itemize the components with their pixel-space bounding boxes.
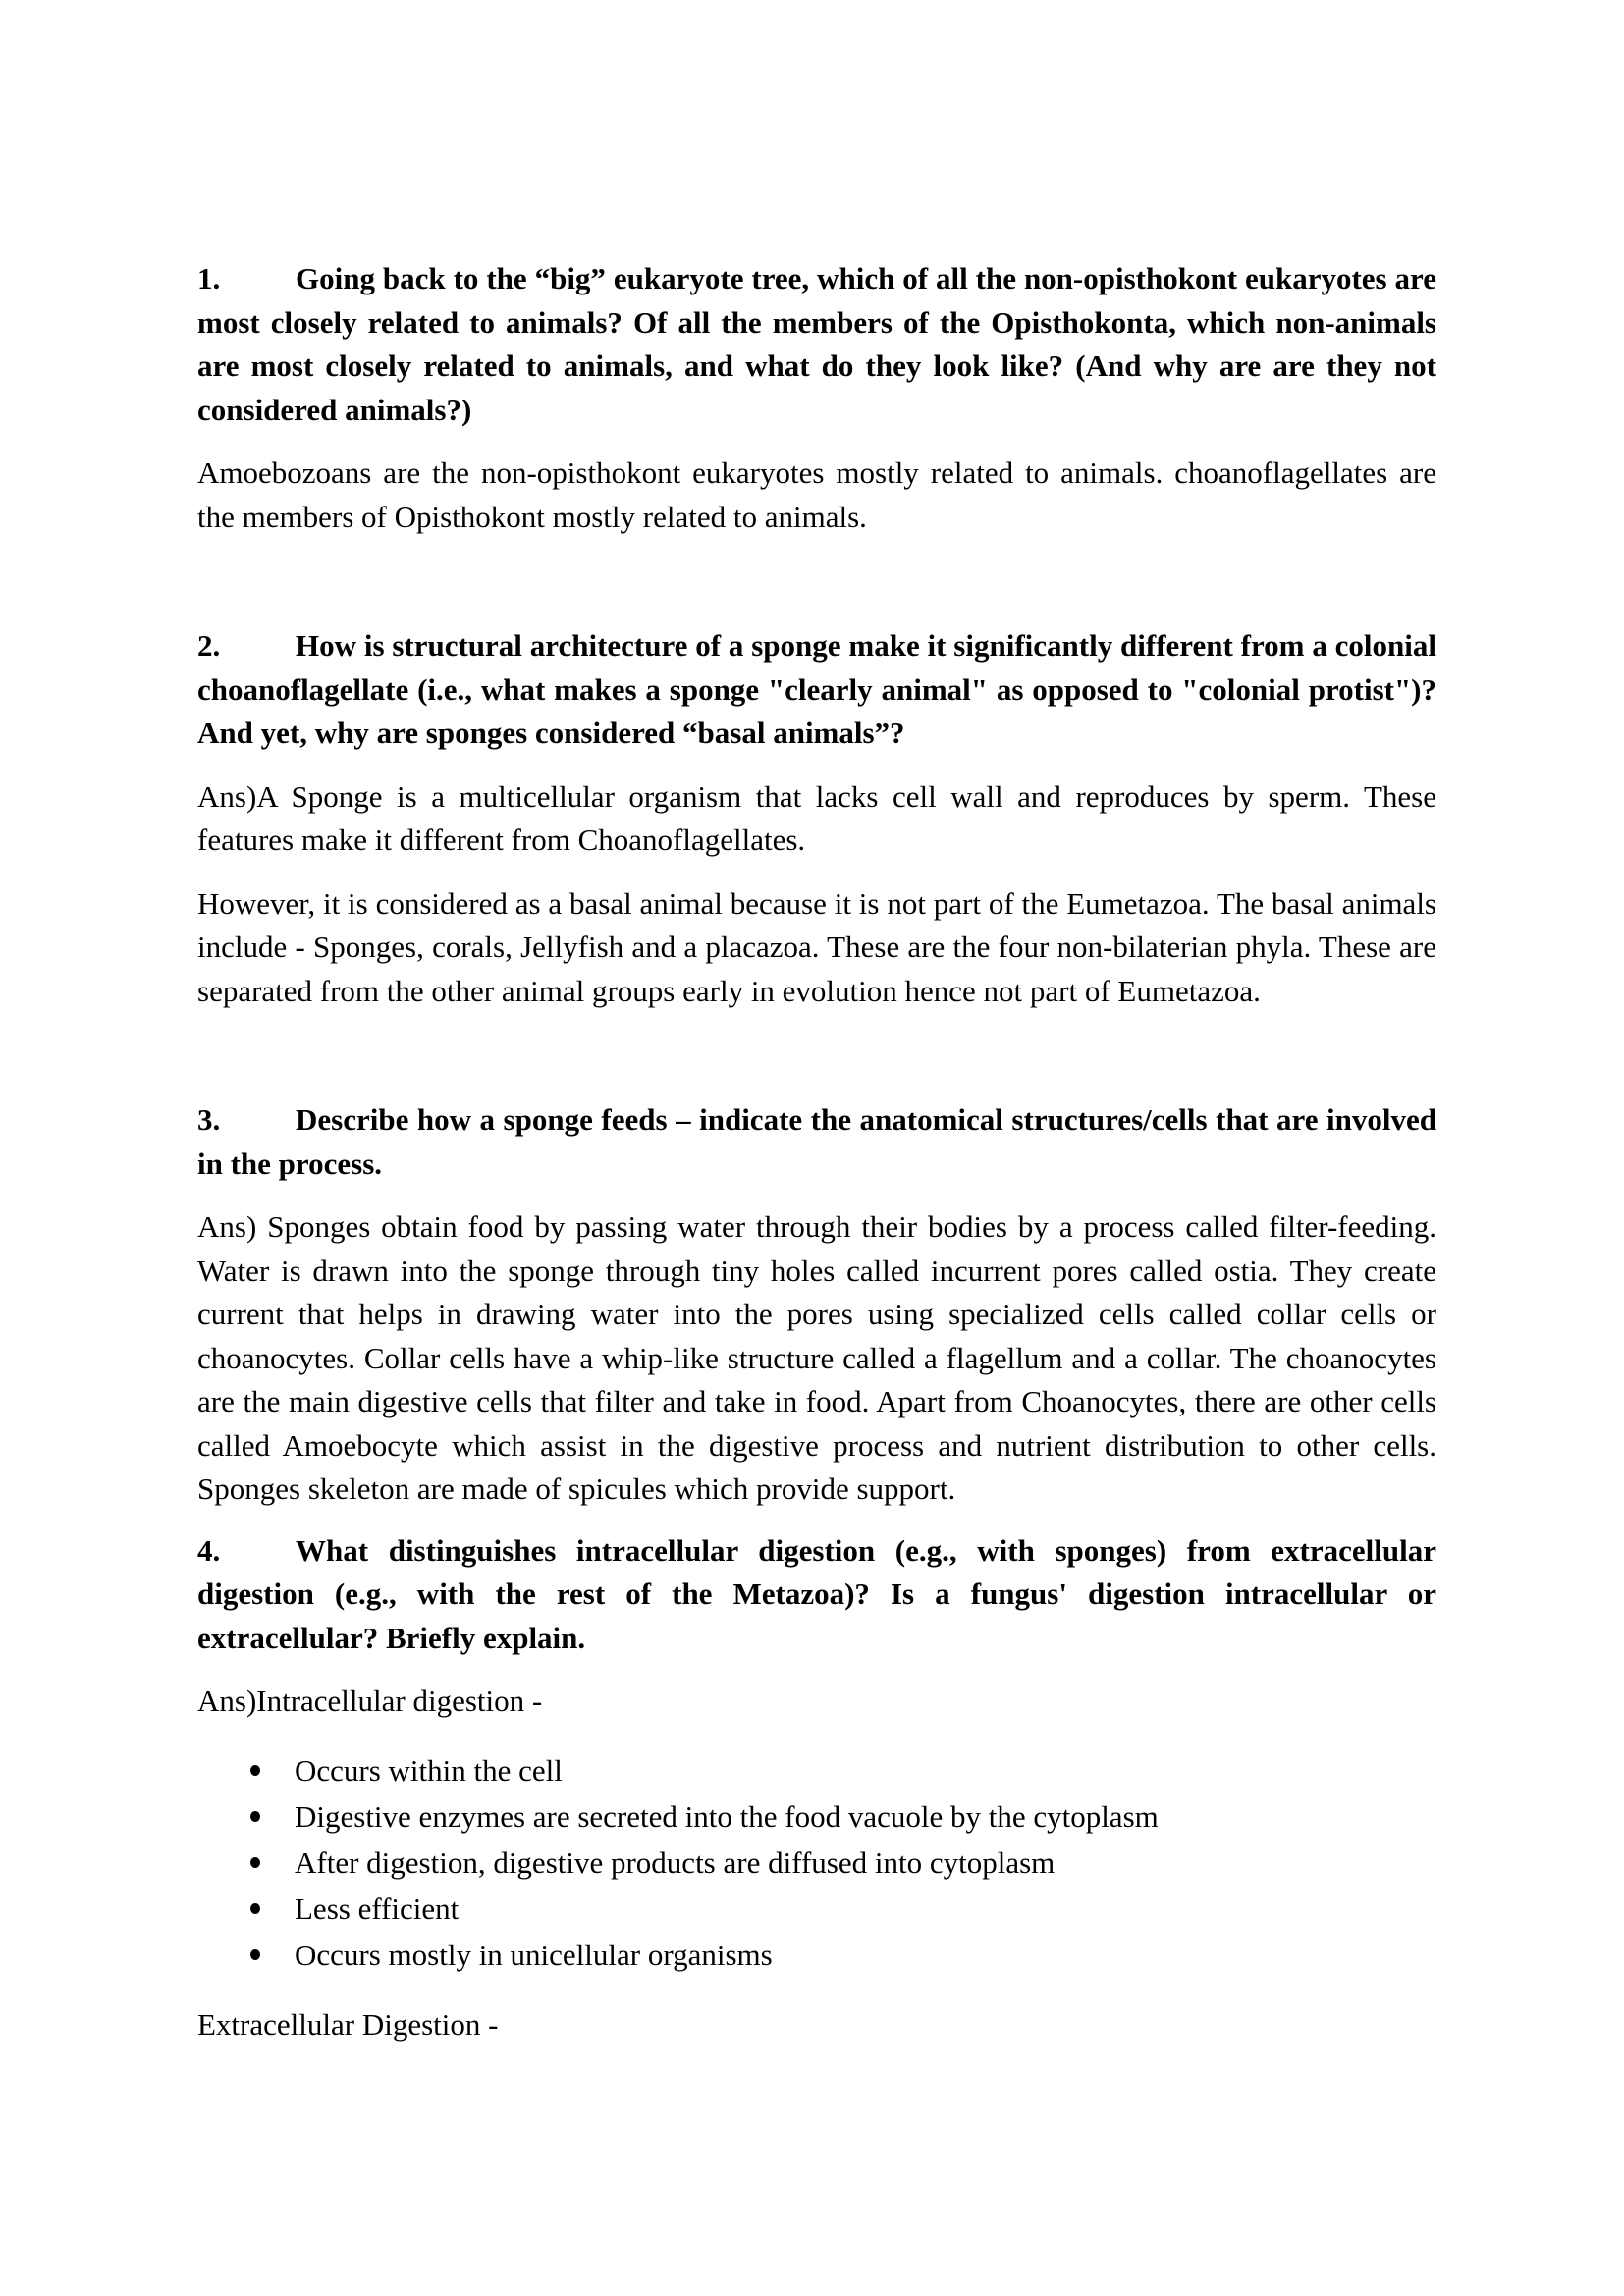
question-3 [197,1098,1436,1512]
question-4-prompt [197,1529,1436,1661]
spacer [197,1013,1436,1098]
spacer [197,1512,1436,1529]
question-1-prompt [197,257,1436,432]
question-1-answer: Amoebozoans are the non-opisthokont eukaryotes mostly related to animals. choanoflagellates are the members of Opisthokont mostly related to animals. [197,455,1436,534]
bullet-icon [250,1949,260,1960]
bullet-icon [250,1903,260,1914]
bullet-icon [250,1811,260,1822]
question-number: 1. [197,261,221,295]
list-item [197,1840,1436,1886]
question-text: What distinguishes intracellular digestion (e.g., with sponges) from extracellular digestion (e.g., with the rest of the Metazoa)? Is a fungus' digestion intracellular or extracellular? Briefly explain. [197,1532,1436,1655]
question-2-answer-paragraph-1: Ans)A Sponge is a multicellular organism that lacks cell wall and reproduces by sperm. These features make it different from Choanoflagellates. [197,778,1436,857]
question-text: Going back to the “big” eukaryote tree, which of all the non-opisthokont eukaryotes are most closely related to animals? Of all the members of the Opisthokonta, which non-animals are most closely related to animals, and what do they look like? (And why are are they not considered animals?) [197,261,1436,427]
question-3-prompt [197,1098,1436,1186]
question-number: 2. [197,628,221,663]
list-item [197,1886,1436,1932]
question-4-answer-outro: Extracellular Digestion - [197,2006,499,2042]
list-item [197,1747,1436,1793]
document-body [197,257,1436,2047]
question-number: 3. [197,1102,221,1137]
question-2 [197,624,1436,1013]
spacer [197,539,1436,624]
list-item [197,1793,1436,1840]
question-4 [197,1529,1436,2048]
question-number: 4. [197,1532,221,1568]
question-text: Describe how a sponge feeds – indicate the anatomical structures/cells that are involved in the process. [197,1102,1436,1181]
question-2-answer-paragraph-2: However, it is considered as a basal animal because it is not part of the Eumetazoa. The basal animals include - Sponges, corals, Jellyfish and a placazoa. These are the four non-bilaterian phyla. These are separated from the other animal groups early in evolution hence not part of Eumetazoa. [197,885,1436,1008]
list-item-text: Occurs mostly in unicellular organisms [295,1937,773,1972]
intracellular-digestion-list [197,1747,1436,1978]
bullet-icon [250,1857,260,1868]
list-item-text: Digestive enzymes are secreted into the food vacuole by the cytoplasm [295,1798,1159,1834]
question-4-answer-intro: Ans)Intracellular digestion - [197,1683,543,1718]
question-2-prompt [197,624,1436,756]
list-item-text: Occurs within the cell [295,1752,563,1788]
list-item [197,1932,1436,1978]
question-text: How is structural architecture of a sponge make it significantly different from a colonial choanoflagellate (i.e., what makes a sponge "clearly animal" as opposed to "colonial protist")? And yet, why are sponges considered “basal animals”? [197,628,1436,750]
question-3-answer: Ans) Sponges obtain food by passing water through their bodies by a process called filter-feeding. Water is drawn into the sponge through tiny holes called incurrent pores called ostia. They create current that helps in drawing water into the pores using specialized cells called collar cells or choanocytes. Collar cells have a whip-like structure called a flagellum and a collar. The choanocytes are the main digestive cells that filter and take in food. Apart from Choanocytes, there are other cells called Amoebocyte which assist in the digestive process and nutrient distribution to other cells. Sponges skeleton are made of spicules which provide support. [197,1209,1436,1506]
bullet-icon [250,1765,260,1776]
list-item-text: Less efficient [295,1891,460,1926]
list-item-text: After digestion, digestive products are diffused into cytoplasm [295,1844,1056,1880]
question-1 [197,257,1436,539]
